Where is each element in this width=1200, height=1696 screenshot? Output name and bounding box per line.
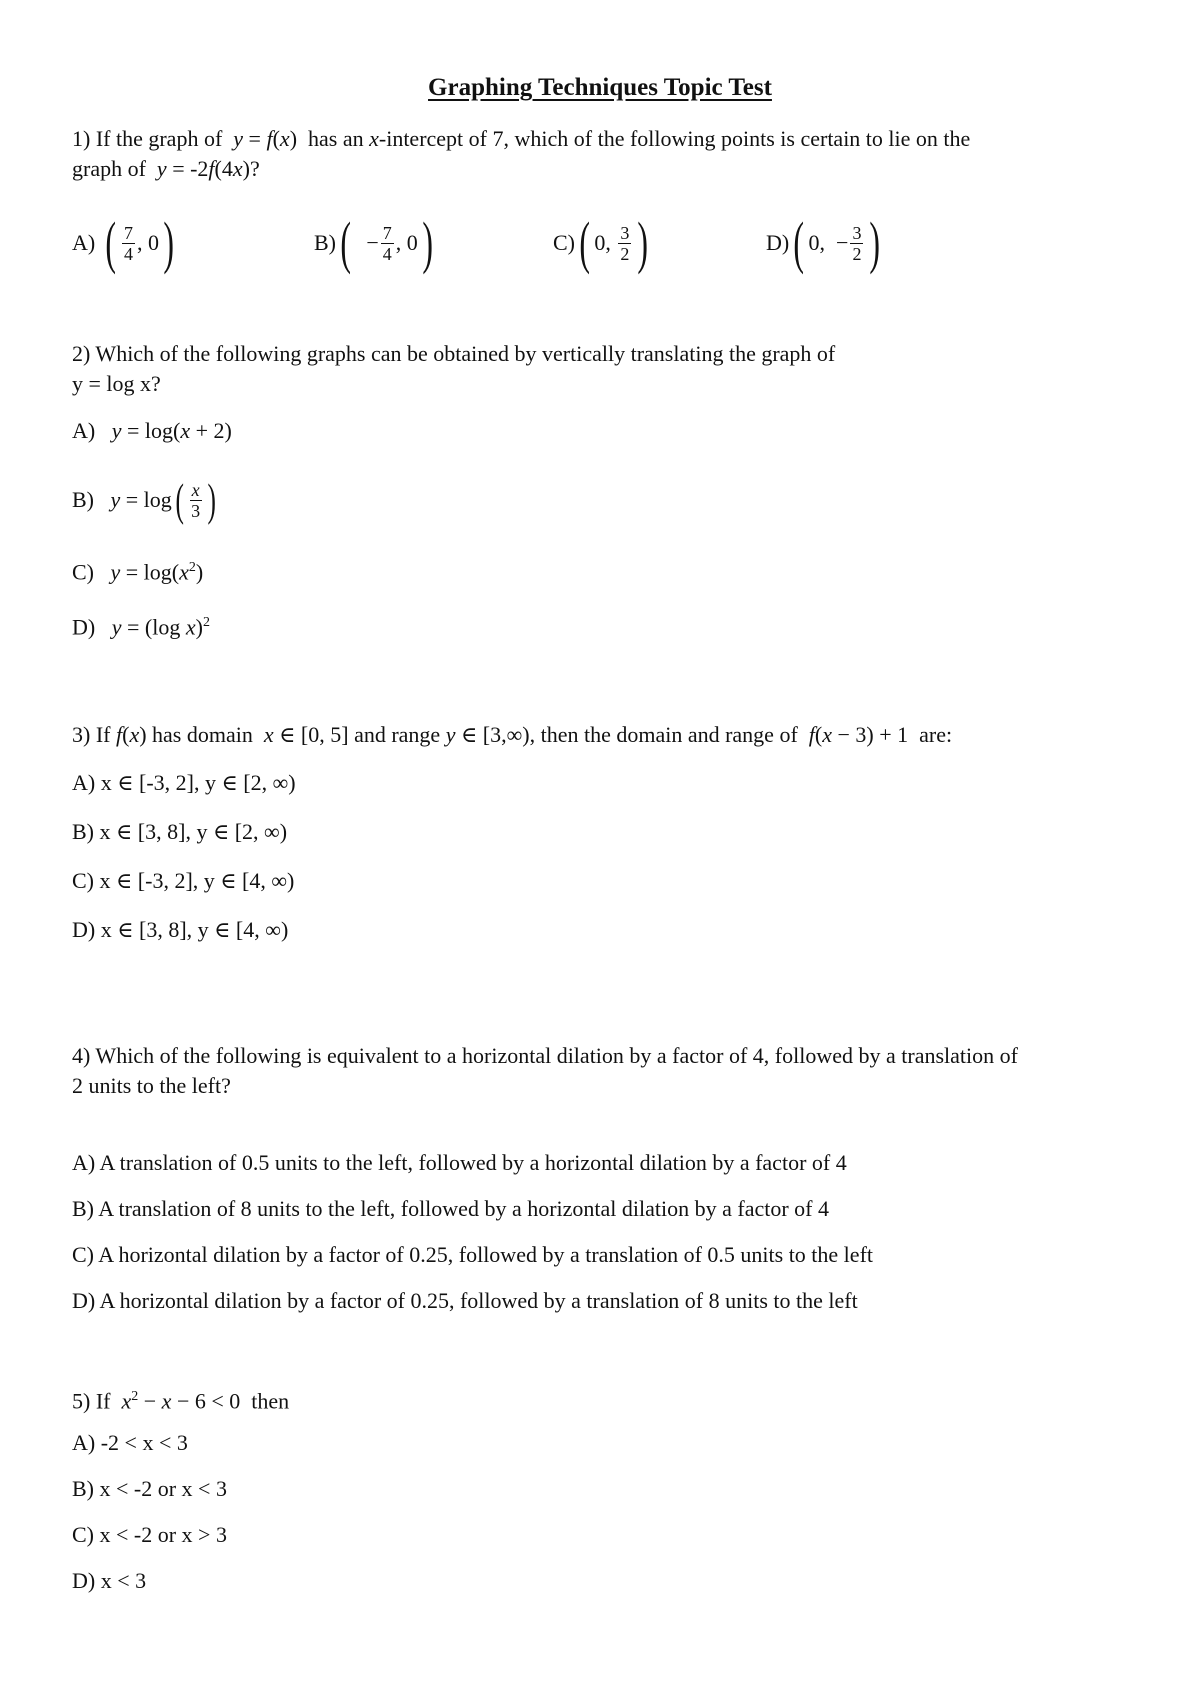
- q1-option-a: A) ( $\frac{7}{4}$ , 0 ): [72, 210, 175, 275]
- q4-prompt-line1: 4) Which of the following is equivalent to a horizontal dilation by a factor of 4, followed by a translation of: [72, 1043, 1018, 1068]
- q5-option-c: C) x < -2 or x > 3: [72, 1522, 227, 1547]
- q2-option-d: D) y = (log x)$^2$: [72, 614, 210, 640]
- q3-option-d: D) x ∈ [3, 8], y ∈ [4, ∞): [72, 917, 289, 942]
- q3-option-a: A) x ∈ [-3, 2], y ∈ [2, ∞): [72, 770, 296, 795]
- q5-option-a: A) -2 < x < 3: [72, 1430, 188, 1455]
- q1-text-c: -intercept of 7, which of the following points is certain to lie on the: [378, 126, 971, 151]
- page-title: Graphing Techniques Topic Test: [428, 74, 772, 101]
- q3-option-c: C) x ∈ [-3, 2], y ∈ [4, ∞): [72, 868, 295, 893]
- q2-prompt-line1: 2) Which of the following graphs can be obtained by vertically translating the graph of: [72, 341, 836, 366]
- q1-x-var: x: [369, 126, 379, 151]
- q1-option-c-label: C): [553, 230, 575, 255]
- q4-option-a: A) A translation of 0.5 units to the left, followed by a horizontal dilation by a factor of 4: [72, 1150, 847, 1175]
- q4-prompt-line2: 2 units to the left?: [72, 1073, 231, 1098]
- q1-text-d: graph of: [72, 156, 146, 181]
- q2-option-b-label: B): [72, 487, 94, 512]
- q2-prompt-line2: y = log x?: [72, 371, 161, 396]
- q1-prompt-line2: [72, 154, 260, 184]
- q1-text-a: 1) If the graph of: [72, 126, 223, 151]
- q3-text-a: 3) If: [72, 722, 111, 747]
- q3-text-b: has domain: [152, 722, 253, 747]
- q1-option-d-label: D): [766, 230, 790, 255]
- q1-equation-yfx: y = f(x): [233, 126, 303, 151]
- q1-option-a-label: A): [72, 230, 96, 255]
- q2-option-c: C) $y = \log(x^2)$: [72, 559, 204, 585]
- q1-option-c: C) ( 0, $\frac{3}{2}$ ): [553, 210, 649, 275]
- q5-text-b: then: [251, 1388, 290, 1414]
- q3-text-d: , then the domain and range of: [529, 722, 798, 747]
- q4-option-c: C) A horizontal dilation by a factor of 0.25, followed by a translation of 0.5 units to the left: [72, 1242, 874, 1267]
- q2-option-b: B) y = log ( $\frac{x}{3}$ ): [72, 474, 217, 525]
- q5-text-a: 5) If: [72, 1388, 111, 1414]
- q5-option-d: D) x < 3: [72, 1568, 147, 1593]
- q1-option-b: B) ( − $\frac{7}{4}$ , 0 ): [314, 210, 433, 275]
- q1-prompt-line1: [72, 124, 970, 154]
- q2-option-d-label: D): [72, 614, 96, 640]
- q1-text-e: ?: [249, 156, 260, 181]
- q5-prompt: 5) If $x^2 - x - 6 < 0$ then: [72, 1388, 290, 1414]
- q3-prompt: 3) If f(x) has domain x ∈ [0, 5] and range y ∈ [3,∞), then the domain and range of f(x − 3) + 1 are:: [72, 722, 953, 747]
- q1-option-b-label: B): [314, 230, 336, 255]
- q4-option-b: B) A translation of 8 units to the left, followed by a horizontal dilation by a factor of 4: [72, 1196, 830, 1221]
- q1-equation-transformed: y = -2f(4x): [156, 156, 250, 181]
- q2-option-a: A) y = log(x + 2): [72, 418, 232, 443]
- q4-option-d: D) A horizontal dilation by a factor of 0.25, followed by a translation of 8 units to the left: [72, 1288, 858, 1313]
- q5-option-b: B) x < -2 or x < 3: [72, 1476, 227, 1501]
- q2-option-c-label: C): [72, 559, 94, 585]
- q3-text-e: are:: [919, 722, 953, 747]
- q3-text-c: and range: [354, 722, 441, 747]
- q3-option-b: B) x ∈ [3, 8], y ∈ [2, ∞): [72, 819, 288, 844]
- q1-text-b: has an: [308, 126, 364, 151]
- q2-option-a-label: A): [72, 418, 96, 443]
- q1-option-d: D) ( 0, − $\frac{3}{2}$ ): [766, 210, 881, 275]
